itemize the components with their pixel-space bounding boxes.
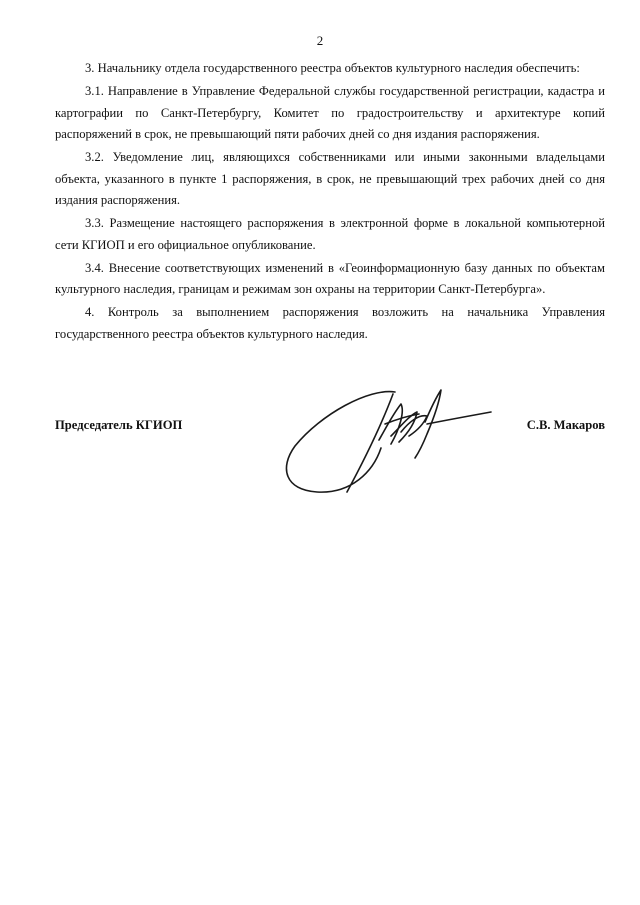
- paragraph-3: 3. Начальнику отдела государственного реестра объектов культурного наследия обеспечить:: [85, 61, 580, 75]
- signature-block: [55, 412, 605, 522]
- paragraph-3-1: 3.1. Направление в Управление Федеральной службы государственной регистрации, кадастра и картографии по Санкт-Петербургу, Комитет по градостроительству и архитектуре копий распоряжений в срок, не превышающий пяти рабочих дней со дня издания распоряжения.: [55, 84, 605, 141]
- page-number: 2: [316, 33, 324, 48]
- handwritten-signature-icon: [277, 386, 497, 506]
- paragraph-4: 4. Контроль за выполнением распоряжения возложить на начальника Управления государственного реестра объектов культурного наследия.: [55, 305, 605, 341]
- signer-name: С.В. Макаров: [526, 418, 605, 432]
- paragraph-3-4: 3.4. Внесение соответствующих изменений в «Геоинформационную базу данных по объектам культурного наследия, границам и режимам зон охраны на территории Санкт-Петербурга».: [55, 260, 605, 296]
- document-body: [55, 58, 605, 347]
- paragraph-3-2: 3.2. Уведомление лиц, являющихся собственниками или иными законными владельцами объекта, указанного в пункте 1 распоряжения, в срок, не превышающий трех рабочих дней со дня издания распоряжения.: [55, 150, 605, 207]
- signer-position: Председатель КГИОП: [55, 418, 183, 432]
- paragraph-3-3: 3.3. Размещение настоящего распоряжения в электронной форме в локальной компьютерной сети КГИОП и его официальное опубликование.: [55, 216, 605, 252]
